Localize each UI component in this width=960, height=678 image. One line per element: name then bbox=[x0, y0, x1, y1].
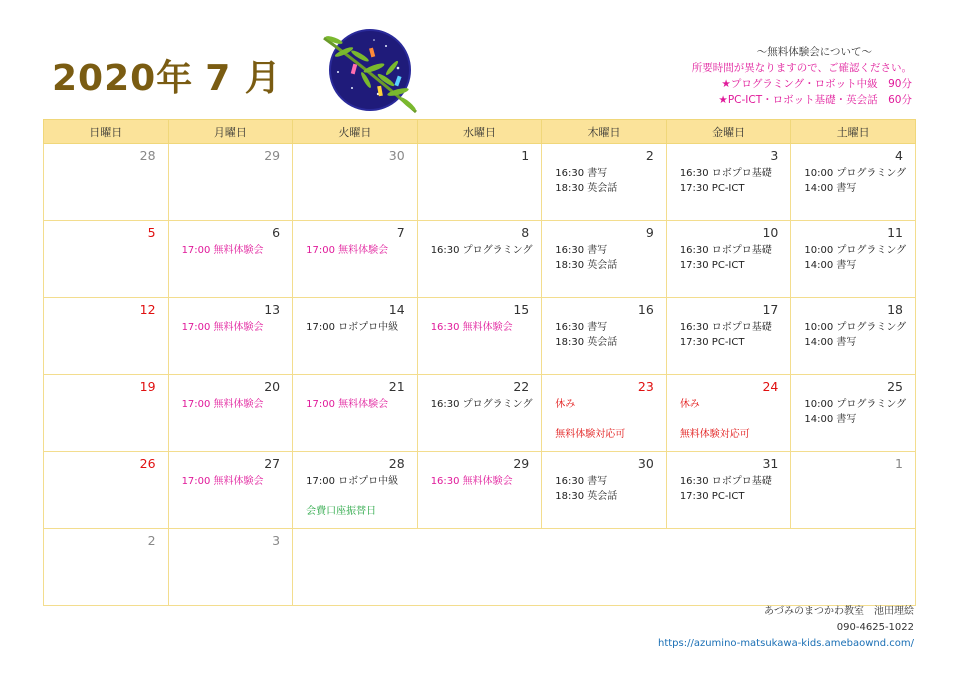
day-events bbox=[667, 317, 791, 350]
day-number: 11 bbox=[887, 225, 903, 240]
event-entry: 16:30 無料体験会 bbox=[430, 322, 513, 333]
calendar-empty-cell bbox=[293, 529, 916, 606]
day-events bbox=[667, 471, 791, 504]
day-events bbox=[169, 548, 293, 551]
day-events bbox=[44, 548, 168, 551]
calendar-day-cell bbox=[542, 144, 667, 221]
event-entry: 18:30 英会話 bbox=[555, 183, 618, 194]
calendar-day-cell bbox=[542, 452, 667, 529]
day-events bbox=[169, 317, 293, 335]
calendar-day-cell bbox=[417, 144, 542, 221]
calendar-day-cell bbox=[542, 298, 667, 375]
day-events bbox=[418, 394, 542, 412]
calendar-week-row bbox=[44, 375, 916, 452]
weekday-sat: 土曜日 bbox=[791, 120, 916, 144]
calendar-day-cell bbox=[666, 298, 791, 375]
day-events bbox=[667, 163, 791, 196]
day-events bbox=[542, 471, 666, 504]
event-entry: 無料体験対応可 bbox=[679, 429, 750, 440]
day-number: 25 bbox=[887, 379, 903, 394]
day-number: 23 bbox=[637, 379, 654, 394]
calendar-day-cell bbox=[44, 144, 169, 221]
event-entry: 17:00 無料体験会 bbox=[181, 322, 264, 333]
day-number: 14 bbox=[388, 302, 405, 317]
event-entry: 17:30 PC-ICT bbox=[679, 491, 745, 502]
calendar-day-cell bbox=[666, 144, 791, 221]
title-month: 7 月 bbox=[205, 58, 282, 99]
footer bbox=[658, 604, 914, 652]
calendar-day-cell bbox=[666, 375, 791, 452]
calendar-day-cell bbox=[293, 144, 418, 221]
day-number: 8 bbox=[521, 225, 530, 240]
calendar-week-row bbox=[44, 529, 916, 606]
event-spacer bbox=[555, 412, 666, 427]
day-number: 31 bbox=[762, 456, 779, 471]
event-entry: 休み bbox=[679, 399, 700, 410]
day-number: 3 bbox=[770, 148, 779, 163]
day-number: 6 bbox=[272, 225, 281, 240]
calendar-table bbox=[43, 119, 916, 606]
calendar-day-cell bbox=[417, 221, 542, 298]
event-entry: 16:30 プログラミング bbox=[430, 245, 533, 256]
event-entry: 17:00 無料体験会 bbox=[181, 476, 264, 487]
calendar-week-row bbox=[44, 298, 916, 375]
event-entry: 無料体験対応可 bbox=[555, 429, 626, 440]
weekday-sun: 日曜日 bbox=[44, 120, 169, 144]
day-number: 28 bbox=[139, 148, 156, 163]
day-number: 30 bbox=[388, 148, 405, 163]
event-entry: 17:30 PC-ICT bbox=[679, 260, 745, 271]
event-entry: 17:30 PC-ICT bbox=[679, 337, 745, 348]
footer-url-link[interactable]: https://azumino-matsukawa-kids.amebaownd.com/ bbox=[657, 638, 914, 649]
event-entry: 17:00 無料体験会 bbox=[181, 245, 264, 256]
day-number: 18 bbox=[887, 302, 903, 317]
day-events bbox=[791, 471, 915, 474]
calendar-day-cell bbox=[293, 375, 418, 452]
calendar-day-cell bbox=[791, 221, 916, 298]
day-number: 24 bbox=[762, 379, 779, 394]
event-entry: 17:30 PC-ICT bbox=[679, 183, 745, 194]
day-events bbox=[293, 471, 417, 519]
day-number: 2 bbox=[147, 533, 156, 548]
calendar-day-cell bbox=[44, 221, 169, 298]
weekday-fri: 金曜日 bbox=[666, 120, 791, 144]
day-events bbox=[44, 317, 168, 320]
calendar-day-cell bbox=[791, 375, 916, 452]
trial-info-line: ★プログラミング・ロボット中級 90分 bbox=[721, 78, 912, 90]
weekday-tue: 火曜日 bbox=[293, 120, 418, 144]
weekday-mon: 月曜日 bbox=[168, 120, 293, 144]
weekday-header-row bbox=[44, 120, 916, 144]
calendar-day-cell bbox=[417, 452, 542, 529]
calendar-day-cell bbox=[417, 298, 542, 375]
day-events bbox=[418, 317, 542, 335]
event-entry: 17:00 ロボプロ中級 bbox=[306, 476, 399, 487]
day-events bbox=[44, 163, 168, 166]
day-events bbox=[44, 240, 168, 243]
calendar-day-cell bbox=[168, 298, 293, 375]
day-number: 4 bbox=[895, 148, 903, 163]
calendar-body bbox=[44, 144, 916, 606]
day-number: 5 bbox=[147, 225, 156, 240]
calendar-day-cell bbox=[44, 375, 169, 452]
day-events bbox=[169, 163, 293, 166]
event-entry: 16:30 書写 bbox=[555, 245, 608, 256]
event-entry: 会費口座振替日 bbox=[306, 506, 377, 517]
day-number: 13 bbox=[264, 302, 281, 317]
event-entry: 18:30 英会話 bbox=[555, 260, 618, 271]
day-number: 2 bbox=[645, 148, 654, 163]
calendar-day-cell bbox=[44, 298, 169, 375]
day-number: 19 bbox=[139, 379, 156, 394]
footer-school: あづみのまつかわ教室 池田理絵 bbox=[764, 606, 914, 617]
calendar-day-cell bbox=[791, 298, 916, 375]
day-number: 1 bbox=[521, 148, 530, 163]
day-number: 16 bbox=[637, 302, 654, 317]
calendar-day-cell bbox=[293, 452, 418, 529]
weekday-thu: 木曜日 bbox=[542, 120, 667, 144]
calendar-week-row bbox=[44, 452, 916, 529]
trial-info-heading: ～無料体験会について～ bbox=[756, 46, 872, 58]
day-number: 1 bbox=[895, 456, 903, 471]
day-number: 20 bbox=[264, 379, 281, 394]
day-events bbox=[791, 317, 915, 350]
day-events bbox=[418, 240, 542, 258]
calendar-day-cell bbox=[542, 221, 667, 298]
calendar-day-cell bbox=[666, 452, 791, 529]
event-entry: 10:00 プログラミング bbox=[804, 168, 907, 179]
day-events bbox=[791, 240, 915, 273]
day-events bbox=[542, 163, 666, 196]
day-events bbox=[542, 394, 666, 442]
day-events bbox=[169, 240, 293, 258]
event-entry: 16:30 ロボプロ基礎 bbox=[679, 322, 772, 333]
event-entry: 16:30 ロボプロ基礎 bbox=[679, 168, 772, 179]
event-entry: 16:30 プログラミング bbox=[430, 399, 533, 410]
day-events bbox=[44, 394, 168, 397]
calendar-day-cell bbox=[293, 221, 418, 298]
day-number: 22 bbox=[513, 379, 530, 394]
weekday-wed: 水曜日 bbox=[417, 120, 542, 144]
calendar-day-cell bbox=[542, 375, 667, 452]
title-year: 2020年 bbox=[52, 58, 194, 99]
event-entry: 14:00 書写 bbox=[804, 337, 857, 348]
day-events bbox=[418, 163, 542, 166]
trial-info bbox=[692, 44, 912, 108]
calendar-day-cell bbox=[666, 221, 791, 298]
day-number: 7 bbox=[396, 225, 405, 240]
day-number: 29 bbox=[513, 456, 530, 471]
event-entry: 17:00 無料体験会 bbox=[306, 399, 389, 410]
event-entry: 16:30 書写 bbox=[555, 168, 608, 179]
day-events bbox=[542, 240, 666, 273]
event-entry: 10:00 プログラミング bbox=[804, 322, 907, 333]
day-number: 30 bbox=[637, 456, 654, 471]
calendar-week-row bbox=[44, 221, 916, 298]
calendar-day-cell bbox=[44, 452, 169, 529]
calendar-day-cell bbox=[44, 529, 169, 606]
day-events bbox=[667, 240, 791, 273]
trial-info-line: ★PC-ICT・ロボット基礎・英会話 60分 bbox=[718, 94, 912, 106]
day-number: 10 bbox=[762, 225, 779, 240]
footer-phone: 090-4625-1022 bbox=[836, 622, 914, 633]
event-entry: 17:00 無料体験会 bbox=[306, 245, 389, 256]
day-number: 28 bbox=[388, 456, 405, 471]
calendar-week-row bbox=[44, 144, 916, 221]
day-events bbox=[418, 471, 542, 489]
event-entry: 16:30 書写 bbox=[555, 476, 608, 487]
day-number: 17 bbox=[762, 302, 779, 317]
event-entry: 17:00 ロボプロ中級 bbox=[306, 322, 399, 333]
event-entry: 14:00 書写 bbox=[804, 414, 857, 425]
calendar-day-cell bbox=[791, 452, 916, 529]
event-spacer bbox=[680, 412, 791, 427]
page-title bbox=[52, 50, 282, 101]
day-events bbox=[293, 163, 417, 166]
event-entry: 10:00 プログラミング bbox=[804, 245, 907, 256]
event-entry: 17:00 無料体験会 bbox=[181, 399, 264, 410]
tanabata-bamboo-icon bbox=[316, 28, 426, 114]
day-number: 29 bbox=[264, 148, 281, 163]
event-entry: 16:30 ロボプロ基礎 bbox=[679, 245, 772, 256]
day-events bbox=[169, 471, 293, 489]
event-entry: 18:30 英会話 bbox=[555, 337, 618, 348]
day-events bbox=[293, 394, 417, 412]
event-entry: 16:30 ロボプロ基礎 bbox=[679, 476, 772, 487]
day-events bbox=[169, 394, 293, 412]
day-events bbox=[791, 163, 915, 196]
day-events bbox=[293, 240, 417, 258]
day-events bbox=[293, 317, 417, 335]
calendar-day-cell bbox=[168, 221, 293, 298]
event-spacer bbox=[306, 489, 417, 504]
day-events bbox=[667, 394, 791, 442]
day-events bbox=[44, 471, 168, 474]
day-number: 12 bbox=[139, 302, 156, 317]
calendar-day-cell bbox=[168, 144, 293, 221]
event-entry: 14:00 書写 bbox=[804, 183, 857, 194]
day-number: 21 bbox=[388, 379, 405, 394]
day-events bbox=[542, 317, 666, 350]
calendar-day-cell bbox=[293, 298, 418, 375]
day-number: 27 bbox=[264, 456, 281, 471]
day-number: 15 bbox=[513, 302, 530, 317]
calendar-day-cell bbox=[168, 452, 293, 529]
calendar-day-cell bbox=[168, 375, 293, 452]
event-entry: 10:00 プログラミング bbox=[804, 399, 907, 410]
event-entry: 14:00 書写 bbox=[804, 260, 857, 271]
calendar-day-cell bbox=[417, 375, 542, 452]
day-number: 26 bbox=[139, 456, 156, 471]
day-number: 3 bbox=[272, 533, 281, 548]
event-entry: 18:30 英会話 bbox=[555, 491, 618, 502]
day-number: 9 bbox=[645, 225, 654, 240]
calendar-day-cell bbox=[791, 144, 916, 221]
trial-info-line: 所要時間が異なりますので、ご確認ください。 bbox=[691, 62, 912, 74]
event-entry: 16:30 書写 bbox=[555, 322, 608, 333]
calendar-day-cell bbox=[168, 529, 293, 606]
day-events bbox=[791, 394, 915, 427]
event-entry: 休み bbox=[555, 399, 576, 410]
event-entry: 16:30 無料体験会 bbox=[430, 476, 513, 487]
